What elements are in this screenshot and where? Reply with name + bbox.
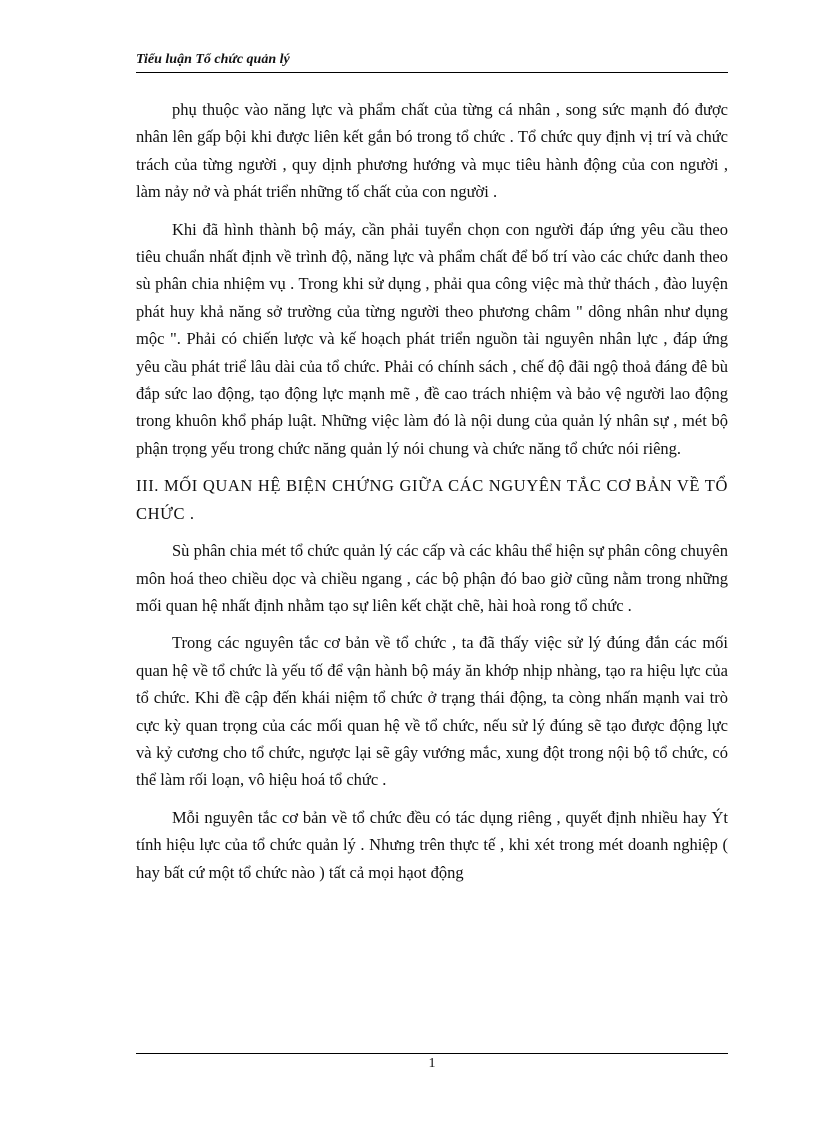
header-title: Tiểu luận Tổ chức quản lý: [136, 52, 290, 67]
page-header: [136, 50, 728, 73]
page-number: 1: [428, 1056, 436, 1071]
paragraph-1: phụ thuộc vào năng lực và phẩm chất của từng cá nhân , song sức mạnh đó được nhân lên gấp bội khi được liên kết gắn bó trong tổ chức . Tổ chức quy định vị trí và chức trách của từng người , quy dịnh phương hướng và mục tiêu hành động của con người , làm nảy nở và phát triển những tố chất của con người .: [136, 100, 728, 202]
paragraph-4: Trong các nguyên tắc cơ bản về tổ chức , ta đã thấy việc sử lý đúng đắn các mối quan hệ về tổ chức là yếu tố để vận hành bộ máy ăn khớp nhịp nhàng, tạo ra hiệu lực của tổ chức. Khi đề cập đến khái niệm tổ chức ở trạng thái động, ta còng nhấn mạnh vai trò cực kỳ quan trọng của các mối quan hệ về tổ chức, nếu sử lý đúng sẽ tạo được động lực và kỷ cương cho tổ chức, ngược lại sẽ gây vướng mắc, xung đột trong nội bộ tổ chức, có thể làm rối loạn, vô hiệu hoá tổ chức .: [136, 633, 728, 790]
section-heading: III. MỐI QUAN HỆ BIỆN CHỨNG GIỮA CÁC NGUYÊN TẮC CƠ BẢN VỀ TỔ CHỨC .: [136, 476, 728, 523]
document-body: [136, 96, 728, 896]
page-footer: [136, 1053, 728, 1071]
paragraph-5: Mỗi nguyên tắc cơ bản về tổ chức đều có tác dụng riêng , quyết định nhiều hay Ýt tính hiệu lực của tổ chức quản lý . Nhưng trên thực tế , khi xét trong mét doanh nghiệp ( hay bất cứ một tổ chức nào ) tất cả mọi hạot động: [136, 807, 728, 882]
paragraph-2: Khi đã hình thành bộ máy, cần phải tuyển chọn con người đáp ứng yêu cầu theo tiêu chuẩn nhất định về trình độ, năng lực và phẩm chất để bố trí vào các chức danh theo sù phân chia nhiệm vụ . Trong khi sử dụng , phải qua công việc mà thử thách , đào luyện phát huy khả năng sở trường của từng người theo phương châm " dông nhân như dụng mộc ". Phải có chiến lược và kế hoạch phát triển nguồn tài nguyên nhân lực , đáp ứng yêu cầu phát triể lâu dài của tổ chức. Phải có chính sách , chế độ đãi ngộ thoả đáng đê bù đắp sức lao động, tạo động lực mạnh mẽ , đề cao trách nhiệm và bảo vệ người lao động trong khuôn khổ pháp luật. Những việc làm đó là nội dung của quản lý nhân sự , mét bộ phận trọng yếu trong chức năng quản lý nói chung và chức năng tổ chức nói riêng.: [136, 219, 728, 458]
paragraph-3: Sù phân chia mét tổ chức quản lý các cấp và các khâu thể hiện sự phân công chuyên môn hoá theo chiều dọc và chiều ngang , các bộ phận đó bao giờ cũng nằm trong những mối quan hệ nhất định nhằm tạo sự liên kết chặt chẽ, hài hoà rong tổ chức .: [136, 541, 728, 615]
